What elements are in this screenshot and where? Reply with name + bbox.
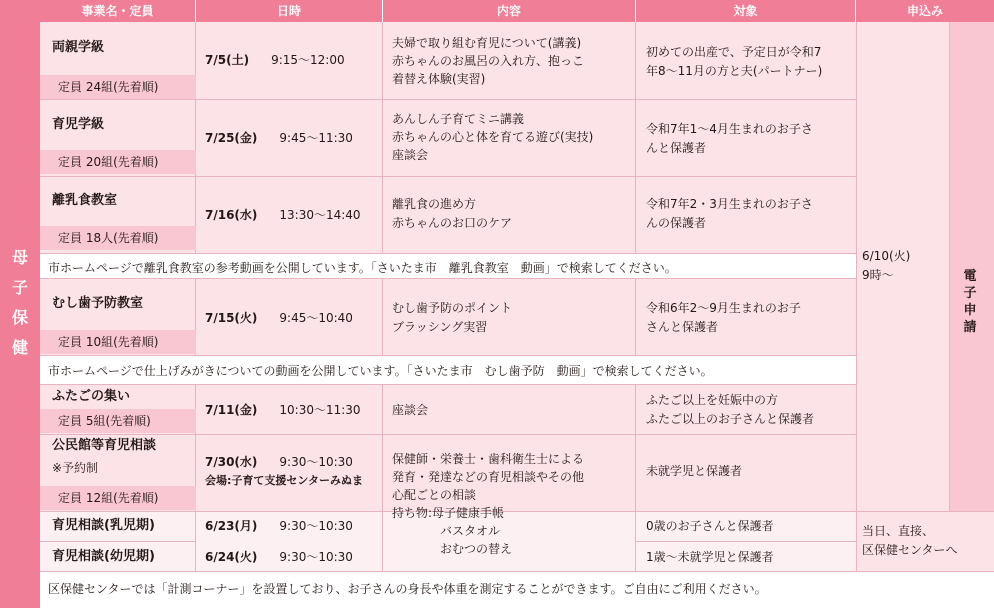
date: 7/16(水) — [205, 208, 258, 222]
time: 13:30〜14:40 — [279, 208, 361, 222]
target-line: 年8〜11月の方と夫(パートナー) — [646, 64, 823, 78]
program-name: 育児学級 — [52, 117, 105, 132]
program-name: 育児相談(乳児期) — [52, 518, 155, 533]
capacity-tag: 定員 24組(先着順) — [40, 75, 196, 99]
content-line: おむつの替え — [440, 542, 513, 556]
capacity-tag: 定員 18人(先着順) — [40, 226, 196, 250]
divider — [636, 541, 856, 542]
divider — [40, 541, 195, 542]
content-line: 着替え体験(実習) — [392, 72, 486, 86]
time: 9:30〜10:30 — [279, 519, 353, 533]
target-line: 1歳〜未就学児と保護者 — [646, 550, 774, 564]
target-line: 未就学児と保護者 — [646, 464, 743, 478]
header-target: 対象 — [636, 0, 855, 22]
target-line: ふたご以上のお子さんと保護者 — [646, 412, 815, 426]
date: 7/11(金) — [205, 403, 258, 417]
program-name: 育児相談(幼児期) — [52, 549, 155, 564]
schedule — [205, 130, 353, 146]
header-apply: 申込み — [856, 0, 994, 22]
content-line: 赤ちゃんのお口のケア — [392, 216, 513, 230]
target-line: 0歳のお子さんと保護者 — [646, 519, 774, 533]
schedule — [205, 310, 353, 326]
target-line: んと保護者 — [646, 141, 707, 155]
reservation-note: ※予約制 — [52, 461, 99, 475]
target-line: 初めての出産で、予定日が令和7 — [646, 45, 822, 59]
program-name: むし歯予防教室 — [52, 296, 144, 311]
target-line: ふたご以上を妊娠中の方 — [646, 393, 779, 407]
time: 9:45〜10:40 — [279, 311, 353, 325]
note-dental: 市ホームページで仕上げみがきについての動画を公開しています。「さいたま市 むし歯予防 動画」で検索してください。 — [48, 364, 713, 378]
schedule — [205, 518, 353, 534]
divider — [382, 278, 383, 355]
content-line: 離乳食の進め方 — [392, 197, 477, 211]
header-program: 事業名・定員 — [40, 0, 195, 22]
apply-date: 6/10(火) — [862, 249, 911, 263]
divider — [635, 278, 636, 355]
header-datetime: 日時 — [196, 0, 382, 22]
divider — [40, 571, 994, 572]
content-line: 心配ごとの相談 — [392, 488, 477, 502]
apply-time: 9時〜 — [862, 268, 894, 282]
divider — [40, 384, 856, 385]
schedule — [205, 549, 353, 565]
schedule — [205, 52, 345, 68]
divider — [635, 22, 636, 253]
content-line: 座談会 — [392, 148, 429, 162]
apply-method-bg — [949, 22, 994, 511]
content-line: 赤ちゃんの心と体を育てる遊び(実技) — [392, 130, 594, 144]
content-line: バスタオル — [440, 524, 501, 538]
venue: 会場:子育て支援センターみぬま — [205, 474, 363, 487]
divider — [40, 434, 856, 435]
content-line: 座談会 — [392, 403, 429, 417]
divider — [382, 384, 383, 571]
content-line: 夫婦で取り組む育児について(講義) — [392, 36, 582, 50]
content-line: むし歯予防のポイント — [392, 301, 513, 315]
capacity-tag: 定員 20組(先着順) — [40, 150, 196, 174]
schedule — [205, 402, 361, 418]
time: 9:15〜12:00 — [271, 53, 345, 67]
time: 9:30〜10:30 — [279, 550, 353, 564]
apply-method: 電 子 申 請 — [963, 269, 977, 335]
time: 10:30〜11:30 — [279, 403, 361, 417]
program-name: 離乳食教室 — [52, 193, 118, 208]
content-line: 保健師・栄養士・歯科衛生士による — [392, 452, 585, 466]
content-line: 持ち物:母子健康手帳 — [392, 506, 505, 520]
divider — [40, 278, 856, 279]
divider — [195, 22, 196, 253]
target-line: 令和6年2〜9月生まれのお子 — [646, 301, 801, 315]
date: 6/24(火) — [205, 550, 258, 564]
target-line: 令和7年2・3月生まれのお子さ — [646, 197, 813, 211]
target-line: 令和7年1〜4月生まれのお子さ — [646, 122, 813, 136]
divider — [949, 22, 950, 511]
date: 7/25(金) — [205, 131, 258, 145]
divider — [40, 176, 856, 177]
time: 9:30〜10:30 — [279, 455, 353, 469]
date: 7/30(水) — [205, 455, 258, 469]
apply-walkin: 区保健センターへ — [862, 543, 958, 557]
divider — [856, 22, 857, 571]
target-line: さんと保護者 — [646, 320, 719, 334]
divider — [635, 384, 636, 571]
capacity-tag: 定員 12組(先着順) — [40, 486, 196, 510]
divider — [40, 355, 856, 356]
date: 6/23(月) — [205, 519, 258, 533]
note-footer: 区保健センターでは「計測コーナー」を設置しており、お子さんの身長や体重を測定することができます。ご自由にご利用ください。 — [48, 582, 767, 596]
header-content: 内容 — [383, 0, 635, 22]
content-line: 赤ちゃんのお風呂の入れ方、抱っこ — [392, 54, 585, 68]
capacity-tag: 定員 5組(先着順) — [40, 409, 196, 433]
divider — [40, 253, 856, 254]
divider — [40, 99, 856, 100]
content-line: あんしん子育てミニ講義 — [392, 112, 525, 126]
time: 9:45〜11:30 — [279, 131, 353, 145]
content-line: ブラッシング実習 — [392, 320, 488, 334]
program-name: ふたごの集い — [52, 389, 131, 404]
schedule — [205, 454, 353, 470]
divider — [40, 511, 994, 512]
date: 7/5(土) — [205, 53, 250, 67]
section-label: 母 子 保 健 — [11, 248, 28, 357]
divider — [382, 22, 383, 253]
program-name: 両親学級 — [52, 40, 105, 55]
content-line: 発育・発達などの育児相談やその他 — [392, 470, 585, 484]
program-name: 公民館等育児相談 — [52, 438, 157, 453]
schedule — [205, 207, 361, 223]
date: 7/15(火) — [205, 311, 258, 325]
apply-walkin: 当日、直接、 — [862, 524, 935, 538]
target-line: んの保護者 — [646, 216, 707, 230]
capacity-tag: 定員 10組(先着順) — [40, 330, 196, 354]
note-weaning: 市ホームページで離乳食教室の参考動画を公開しています。「さいたま市 離乳食教室 動画」で検索してください。 — [48, 261, 677, 275]
